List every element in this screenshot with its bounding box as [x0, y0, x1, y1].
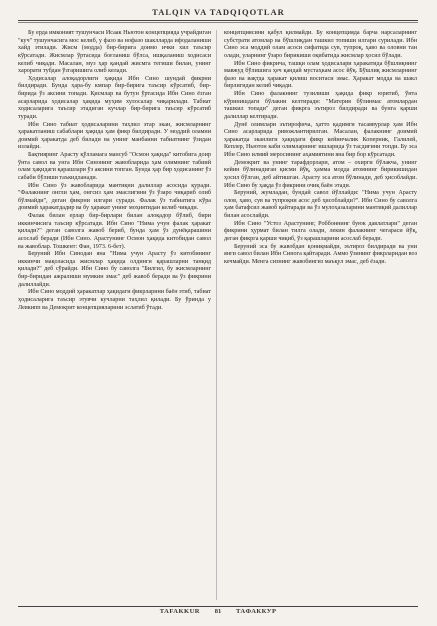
footer-journal-latin: TAFAKKUR [159, 608, 200, 615]
paragraph: Беруний Ибн Синодан яна "Нима учун Арасту ўз китобининг иккинчи мақоласида жисмлар ҳақида олдинги қарашларни танқид қилади?" деб сўрайди. Ибн Сино бу саволга "Билгил, бу жисмларнинг бир-биридан ажралиши мумкин эмас" деб жавоб беради ва ўз фикрини далиллайди. [18, 251, 211, 288]
paragraph: Беруний, жумладан, бундай савол йўллайди: "Нима учун Арасту олов, ҳаво, сув ва тупроқни асос деб ҳисоблайди?". Ибн Сино бу саволга ҳам батафсил жавоб қайтаради ва ўз мулоҳазаларини мантиқий далиллар билан асослайди. [224, 190, 417, 219]
paragraph: Ибн Сино фикрича, ташқи олам ҳодисалари ҳаракатида бўшлиқнинг мавжуд бўлишига ҳеч қандай мустаҳкам асос йўқ. Бўшлиқ жисмларнинг фазо ва вақтда ҳаракат қилиш воситаси эмас. Ҳаракат модда ва шакл бирлигидан келиб чиқади. [224, 60, 417, 90]
paragraph: Беруний эса бу жавобдан қониқмайди, эътироз билдиради ва уни янги савол билан Ибн Синога қайтаради. Аммо ўзининг фикрларидан воз кечмайди. Менга сизнинг жавобингиз маъқул эмас, деб ёзади. [224, 243, 418, 265]
paragraph: Ҳодисалар алоқадорлиги ҳақида Ибн Сино шундай фикрни билдиради. Бунда ҳара-бу кмпар бир-бирига таъсир кўрсатиб, бир-бирида ўз аксини топади. Қисмлар ва бутун ўртасида Ибн Сино ёзган асарларида ҳодисалар ҳақида муҳим хулосалар чиқарилади. Табиат ходисаларига таъсир этадиган кучлар бир-бирига таъсир кўрсатиб туради. [18, 75, 211, 120]
paragraph: Демокрит ва унинг тарафдорлари, атом – охирги бўлакча, унинг кейин бўлинадиган қисми йўқ, ҳамма модда атомнинг бирикишидан ҳосил бўлган, деб айтишган. Арасту эса атом бўлинади, деб ҳисоблайди. Ибн Сино бу ҳақда ўз фикрини очиқ баён этади. [224, 159, 417, 189]
header-rule [18, 20, 418, 21]
footer-journal-cyrillic: TAФАККУР [236, 608, 277, 615]
paragraph: Бақтияринг Арасту қўлламага мансуб "Осмон ҳақида" китобига доир ўнта савол ва унга Ибн Синонинг жавобларида ҳам олимнинг табиий олам ҳақидаги қарашлари ўз аксини топган. Бунда ҳар бир ҳодисанинг ўз сабаби бўлиши таъкидланади. [18, 152, 211, 181]
header-rule-thin [18, 22, 418, 23]
right-column [224, 30, 417, 266]
paragraph: Бу ерда имконият тушунчаси Исаак Ньютон кoнцепцияда учрайдиган "куч" тушунчасига мос келиб, у фазо ва нофазо шаклларда ифодаланиши хайд этилади. Жисм (модда) бир-бирига доимо ички хил таъсир кўрсатади. Жисмлар ўртасида боғланиш бўлса, ишқаланиш ходисаси келиб чиқади. Масалан, муз ҳар қандай жисмга тегиши билан, унинг харорати тубдан ўзгаришига олиб келади. [18, 30, 211, 75]
paragraph: концепциясини қабул қилмайди. Бу концепцияда барча нарсаларнинг субстрати атомлар ва бўшлиқдан ташкил топиши илгари сурилади. Ибн Сино эса моддий олам асоси сифатида сув, тупроқ, ҳаво ва оловни тан олади, уларнинг ўзаро бирикиши оқибатида жисмлар ҳосил бўлади. [224, 30, 417, 59]
paragraph: Ибн Сино фалакнинг тузилиши ҳақида фикр юритиб, ўнта кўринишдаги бўлакни келтиради: "Материя бўлинмас атомлардан ташкил топади" деган фикрга эътироз билдиради ва бунга қарши далиллар келтиради. [224, 91, 417, 120]
footer-rule [18, 606, 418, 607]
column-divider [216, 30, 217, 600]
left-column [18, 30, 211, 312]
paragraph: Ибн Сино табиат ҳодисаларини таҳлил этар экан, жисмларнинг ҳаракатланиш сабаблари ҳақида ҳам фикр билдиради. У моддий оламни доимий ҳаракатда деб билади ва унинг манбаини табиатнинг ўзидан излайди. [18, 121, 211, 151]
paragraph: Ибн Сино моддий ҳаракатлар ҳақидаги фикрларини баён этиб, табиат ҳодисаларига таъсир этувчи кучларни таҳлил қилади. Бу ўринда у Левкипп ва Демокрит концепцияларини эслатиб ўтади. [18, 289, 211, 311]
paragraph: Дунё олимлари эътирофича, ҳатто қадимги тасаввурлар ҳам Ибн Сино асарларида ривожлантирилган. Масалан, фалакнинг доимий ҳаракатда эканлиги ҳақидаги фикр кейинчалик Коперник, Галилей, Кеплер, Ньютон каби олимларнинг ишларида ўз тасдиғини топди. Бу эса Ибн Сино илмий меросининг аҳамиятини яна бир бор кўрсатади. [224, 121, 417, 158]
paragraph: Фалак билан ерлар бир-бирлари билан алоқадор бўлиб, бири иккинчисига таъсир кўрсатади. Ибн Сино "Нима учун фалак ҳаракат қилади?" деган саволга жавоб бериб, бунда ҳам ўз дунёқарашини асослаб беради (Ибн Сино. Арастунинг Осмон ҳақида китобидан савол ва жавоблар. Тошкент: Фан, 1973. 6-бет). [18, 213, 211, 250]
running-title: TALQIN VA TADQIQOTLAR [152, 7, 285, 17]
page-number: 81 [214, 608, 222, 615]
paragraph: Ибн Сино "Устоз Арастунинг, Роббоннинг буюк давлатлари" деган фикрини ҳурмат билан тилга олади, лекин фалакнинг чегараси йўқ, деган фикрга қарши чиқиб, ўз қарашларини асослаб беради. [224, 220, 417, 242]
paragraph: Ибн Сино ўз жавобларида мантиқни далиллар асосида қуради. "Фалакнинг онгли ҳам, онгсиз ҳам эмаслигини ўз ўзаро чиқариб олиб бўлмайди", деган фикрни илгари суради. Фалак ўз табиатига кўра доимий ҳаракатдадир ва бу ҳаракат унинг моҳиятидан келиб чиқади. [18, 182, 211, 212]
